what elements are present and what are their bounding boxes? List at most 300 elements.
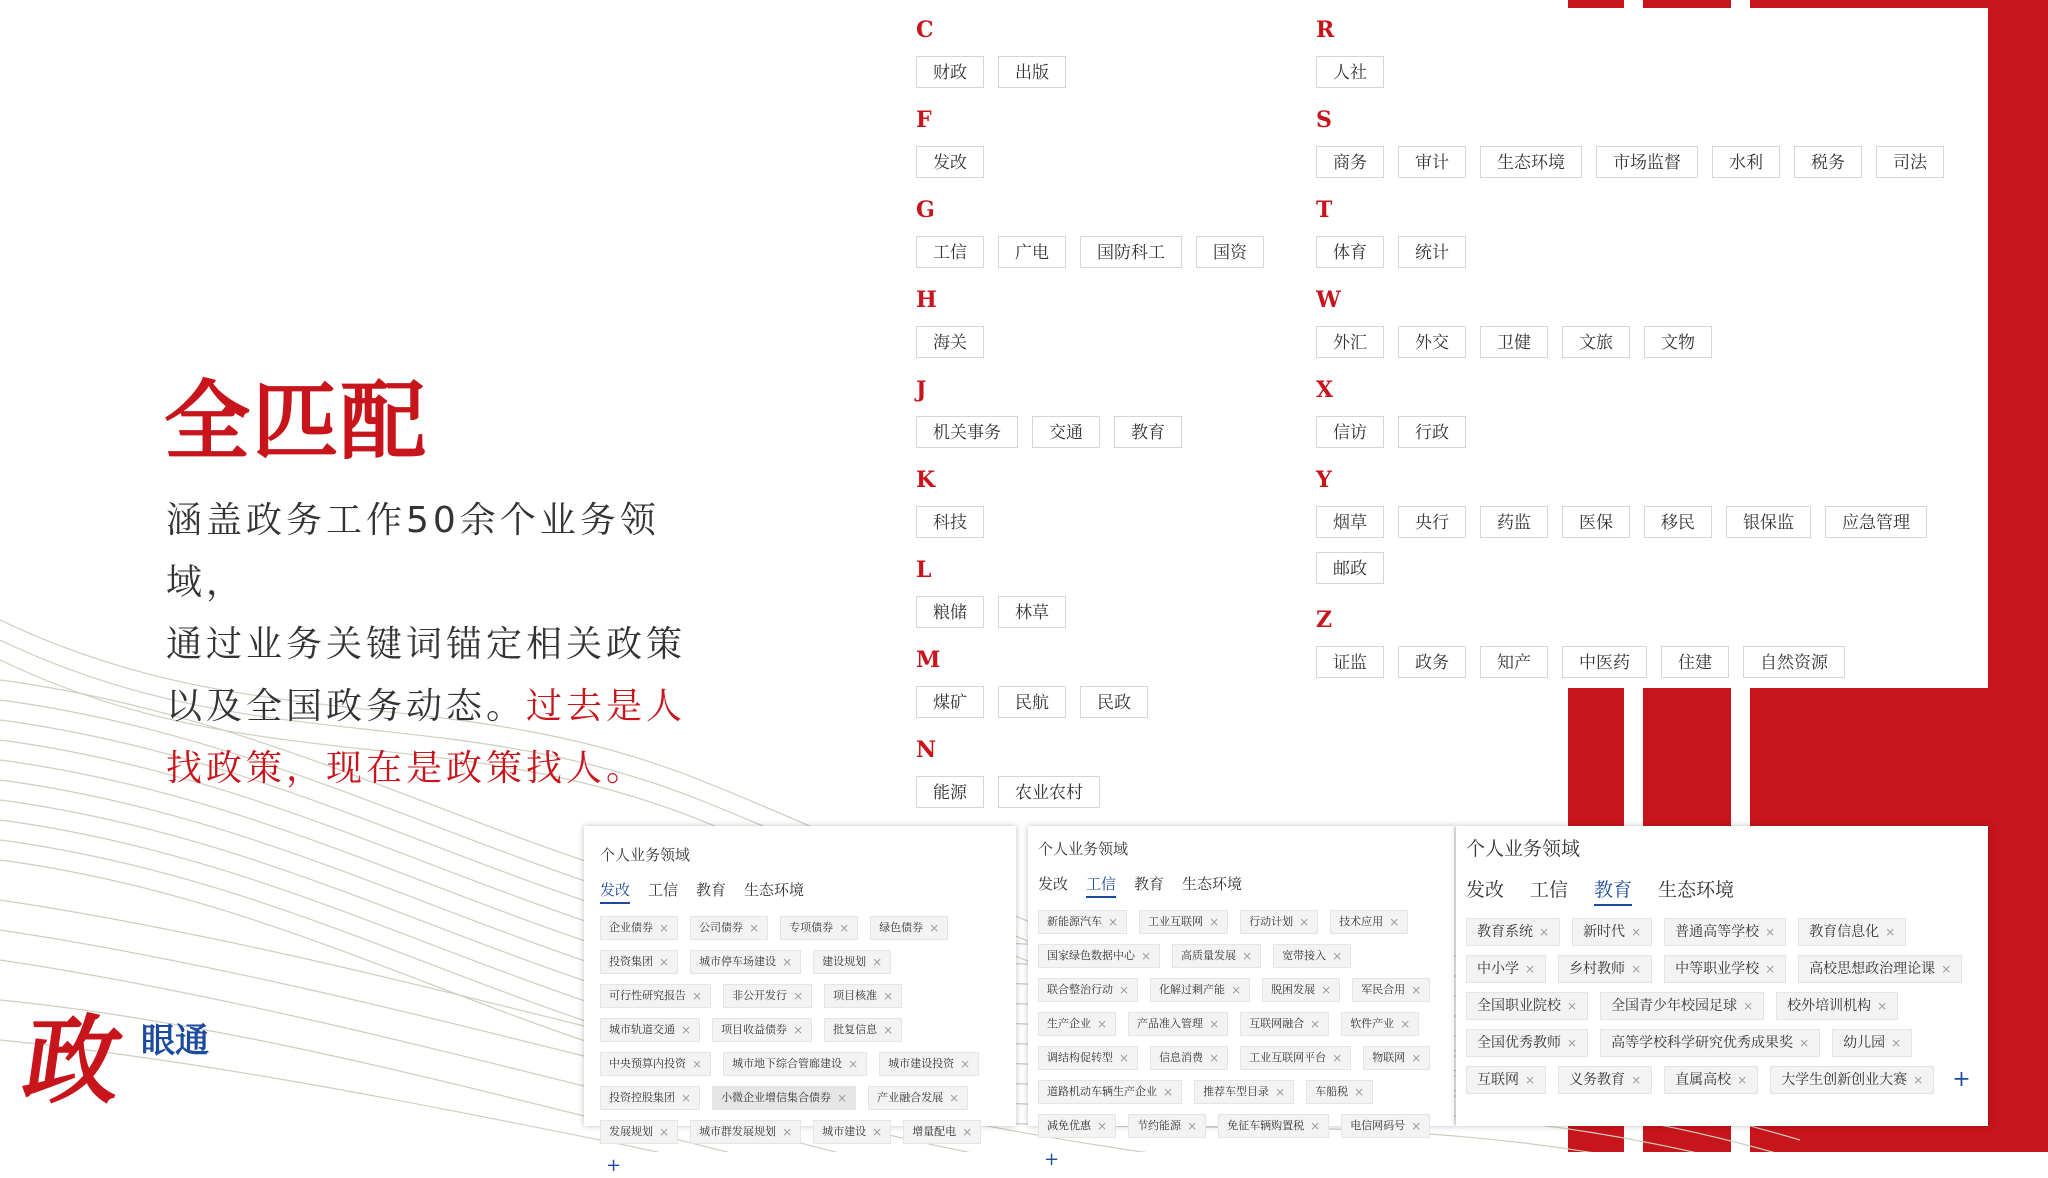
description-highlight: 找政策，现在是政策找人。	[166, 748, 647, 789]
letter-group-f	[916, 104, 1296, 178]
panel-tab[interactable]: 生态环境	[1182, 875, 1243, 893]
tag-list	[916, 326, 1296, 358]
close-icon[interactable]: ×	[1941, 962, 1952, 976]
close-icon[interactable]: ×	[1097, 1017, 1108, 1031]
keyword-chip[interactable]	[868, 1086, 968, 1110]
keyword-chip-label: 高校思想政治理论课	[1809, 961, 1936, 977]
close-icon[interactable]: ×	[1539, 925, 1550, 939]
tag-list	[1316, 506, 1976, 584]
tag-list	[916, 596, 1296, 628]
panel-title: 个人业务领域	[600, 846, 691, 864]
keyword-chip[interactable]	[780, 916, 858, 940]
keyword-chip[interactable]	[1558, 955, 1652, 983]
keyword-chip-label: 中央预算内投资	[609, 1057, 686, 1070]
keyword-chip[interactable]	[600, 1120, 678, 1144]
group-letter: T	[1316, 197, 1333, 223]
domain-tag[interactable]: 交通	[1032, 416, 1100, 448]
keyword-chip[interactable]	[1038, 1012, 1116, 1036]
keyword-chip[interactable]	[723, 1052, 867, 1076]
keyword-chip[interactable]	[1664, 918, 1786, 946]
close-icon[interactable]: ×	[1119, 1051, 1130, 1065]
panel-tab[interactable]: 教育	[1594, 875, 1632, 906]
logo-text: 眼通	[141, 1021, 209, 1061]
domain-tag[interactable]: 医保	[1562, 506, 1630, 538]
panel-tab[interactable]: 发改	[1038, 875, 1069, 893]
panel-tab[interactable]: 工信	[1086, 873, 1116, 898]
keyword-chip-label: 高质量发展	[1181, 949, 1237, 962]
keyword-chip[interactable]	[1341, 1114, 1430, 1138]
keyword-chip-label: 脱困发展	[1271, 983, 1316, 996]
keyword-chip[interactable]	[824, 1018, 902, 1042]
keyword-chip[interactable]	[600, 916, 678, 940]
add-keyword-icon[interactable]: +	[606, 1155, 622, 1176]
keyword-chip-label: 调结构促转型	[1047, 1051, 1113, 1064]
keyword-chip-list	[1038, 910, 1444, 1172]
keyword-chip-label: 电信网码号	[1350, 1119, 1406, 1132]
keyword-chip[interactable]	[1352, 978, 1430, 1002]
panel-tab[interactable]: 教育	[1134, 875, 1165, 893]
tag-list	[916, 686, 1296, 718]
group-letter: L	[916, 557, 932, 583]
close-icon[interactable]: ×	[837, 1091, 848, 1105]
keyword-chip-label: 教育系统	[1477, 924, 1533, 940]
panel-tabs	[1466, 875, 1978, 906]
domain-tag[interactable]: 工信	[916, 236, 984, 268]
tag-list	[916, 236, 1296, 268]
keyword-chip[interactable]	[690, 1120, 801, 1144]
logo-mark: 政	[17, 1004, 129, 1117]
keyword-chip-label: 城市建设	[822, 1125, 867, 1138]
close-icon[interactable]: ×	[872, 1125, 883, 1139]
close-icon[interactable]: ×	[1525, 962, 1536, 976]
keyword-chip[interactable]	[1240, 1046, 1351, 1070]
panel-tab[interactable]: 生态环境	[744, 881, 805, 899]
keyword-chip[interactable]	[1363, 1046, 1430, 1070]
letter-group-z	[1316, 604, 1976, 678]
keyword-chip[interactable]	[1218, 1114, 1329, 1138]
tag-list	[916, 416, 1296, 448]
domain-tag[interactable]: 生态环境	[1480, 146, 1582, 178]
keyword-chip-label: 大学生创新创业大赛	[1781, 1072, 1908, 1088]
keyword-chip[interactable]	[813, 1120, 891, 1144]
keyword-chip-label: 国家绿色数据中心	[1047, 949, 1135, 962]
keyword-chip-label: 城市停车场建设	[699, 955, 777, 968]
keyword-chip-label: 项目收益债券	[721, 1023, 788, 1036]
domain-tag[interactable]: 市场监督	[1596, 146, 1698, 178]
domain-tag[interactable]: 中医药	[1562, 646, 1647, 678]
close-icon[interactable]: ×	[929, 921, 940, 935]
keyword-chip[interactable]	[1600, 1029, 1820, 1057]
close-icon[interactable]: ×	[1411, 1051, 1422, 1065]
keyword-chip-label: 宽带接入	[1282, 949, 1327, 962]
red-bar-top-2	[1643, 0, 1731, 8]
close-icon[interactable]: ×	[1310, 1017, 1321, 1031]
domain-tag[interactable]: 外交	[1398, 326, 1466, 358]
keyword-chip-label: 义务教育	[1569, 1072, 1626, 1088]
panel-title: 个人业务领域	[1466, 838, 1581, 860]
close-icon[interactable]: ×	[659, 921, 670, 935]
tag-list	[1316, 146, 1976, 178]
close-icon[interactable]: ×	[960, 1057, 971, 1071]
close-icon[interactable]: ×	[848, 1057, 859, 1071]
domain-tag[interactable]: 民航	[998, 686, 1066, 718]
domain-tag[interactable]: 政务	[1398, 646, 1466, 678]
close-icon[interactable]: ×	[1187, 1119, 1198, 1133]
keyword-chip[interactable]	[1038, 1080, 1182, 1104]
keyword-chip-label: 互联网融合	[1249, 1017, 1305, 1030]
tag-list	[1316, 326, 1976, 358]
domain-tag[interactable]: 粮储	[916, 596, 984, 628]
add-keyword-icon[interactable]: +	[1044, 1149, 1060, 1170]
domain-tag[interactable]: 广电	[998, 236, 1066, 268]
panel-tab[interactable]: 工信	[1530, 879, 1569, 901]
letter-group-k	[916, 464, 1296, 538]
keyword-chip[interactable]	[903, 1120, 981, 1144]
red-bar-top-1	[1568, 0, 1624, 8]
keyword-chip-label: 工业互联网平台	[1249, 1051, 1327, 1064]
letter-group-x	[1316, 374, 1976, 448]
group-letter: M	[916, 647, 941, 673]
keyword-chip-label: 教育信息化	[1809, 924, 1880, 940]
close-icon[interactable]: ×	[681, 1091, 692, 1105]
close-icon[interactable]: ×	[1209, 1051, 1220, 1065]
close-icon[interactable]: ×	[1141, 949, 1152, 963]
panel-tab[interactable]: 发改	[600, 879, 630, 904]
domain-tag[interactable]: 发改	[916, 146, 984, 178]
keyword-chip[interactable]	[1466, 992, 1588, 1020]
close-icon[interactable]: ×	[1097, 1119, 1108, 1133]
domain-tag[interactable]: 文物	[1644, 326, 1712, 358]
keyword-chip[interactable]	[1770, 1066, 1934, 1094]
close-icon[interactable]: ×	[1737, 1073, 1748, 1087]
keyword-chip[interactable]	[1558, 1066, 1652, 1094]
domain-tag[interactable]: 国防科工	[1080, 236, 1182, 268]
keyword-chip[interactable]	[1038, 1046, 1138, 1070]
keyword-chip[interactable]	[813, 950, 891, 974]
letter-group-y	[1316, 464, 1976, 584]
panel-tab[interactable]: 发改	[1466, 879, 1505, 901]
domain-tag[interactable]: 卫健	[1480, 326, 1548, 358]
close-icon[interactable]: ×	[659, 1125, 670, 1139]
keyword-chip[interactable]	[690, 950, 801, 974]
logo	[17, 985, 256, 1117]
keyword-chip[interactable]	[600, 984, 711, 1008]
domain-tag[interactable]: 林草	[998, 596, 1066, 628]
keyword-chip[interactable]	[824, 984, 902, 1008]
close-icon[interactable]: ×	[1525, 1073, 1536, 1087]
keyword-chip-label: 城市地下综合管廊建设	[732, 1057, 843, 1070]
close-icon[interactable]: ×	[1765, 962, 1776, 976]
keyword-chip-label: 幼儿园	[1843, 1035, 1886, 1051]
close-icon[interactable]: ×	[1400, 1017, 1411, 1031]
domain-tag[interactable]: 人社	[1316, 56, 1384, 88]
keyword-chip-label: 增量配电	[912, 1125, 957, 1138]
close-icon[interactable]: ×	[659, 955, 670, 969]
keyword-chip-label: 新能源汽车	[1047, 915, 1102, 928]
keyword-chip-label: 生产企业	[1047, 1017, 1091, 1030]
close-icon[interactable]: ×	[1108, 915, 1119, 929]
domain-tag[interactable]: 财政	[916, 56, 984, 88]
keyword-chip-label: 可行性研究报告	[609, 989, 686, 1002]
close-icon[interactable]: ×	[692, 1057, 703, 1071]
letter-group-g	[916, 194, 1296, 268]
keyword-chip[interactable]	[1341, 1012, 1419, 1036]
close-icon[interactable]: ×	[1799, 1036, 1810, 1050]
domain-panel-fagai	[584, 826, 1016, 1176]
letter-group-t	[1316, 194, 1976, 268]
description	[166, 490, 726, 800]
close-icon[interactable]: ×	[1163, 1085, 1174, 1099]
keyword-chip[interactable]	[1306, 1080, 1373, 1104]
letter-group-n	[916, 734, 1296, 808]
keyword-chip-label: 校外培训机构	[1787, 998, 1872, 1014]
domain-tag[interactable]: 邮政	[1316, 552, 1384, 584]
domain-tag[interactable]: 国资	[1196, 236, 1264, 268]
close-icon[interactable]: ×	[1891, 1036, 1902, 1050]
domain-tag[interactable]: 应急管理	[1825, 506, 1927, 538]
domain-tag[interactable]: 审计	[1398, 146, 1466, 178]
keyword-chip[interactable]	[712, 1086, 856, 1110]
keyword-chip[interactable]	[1150, 978, 1250, 1002]
keyword-chip[interactable]	[879, 1052, 979, 1076]
keyword-chip[interactable]	[870, 916, 948, 940]
tag-list	[1316, 416, 1976, 448]
group-letter: J	[916, 377, 927, 403]
close-icon[interactable]: ×	[1567, 999, 1578, 1013]
domain-tag[interactable]: 统计	[1398, 236, 1466, 268]
close-icon[interactable]: ×	[883, 1023, 894, 1037]
keyword-chip-label: 道路机动车辆生产企业	[1047, 1085, 1157, 1098]
keyword-chip[interactable]	[1038, 910, 1127, 934]
domain-tag[interactable]: 银保监	[1726, 506, 1811, 538]
keyword-chip[interactable]	[600, 1018, 700, 1042]
domain-tag[interactable]: 自然资源	[1743, 646, 1845, 678]
keyword-chip-label: 公司债券	[699, 921, 744, 934]
close-icon[interactable]: ×	[793, 989, 804, 1003]
domain-tag[interactable]: 水利	[1712, 146, 1780, 178]
keyword-chip[interactable]	[600, 1052, 711, 1076]
domain-tag[interactable]: 司法	[1876, 146, 1944, 178]
keyword-chip-list	[1466, 918, 1978, 1094]
close-icon[interactable]: ×	[793, 1023, 804, 1037]
domain-tag[interactable]: 能源	[916, 776, 984, 808]
keyword-chip-label: 投资控股集团	[609, 1091, 675, 1104]
letter-group-h	[916, 284, 1296, 358]
domain-panel-jiaoyu	[1456, 826, 1988, 1126]
group-letter: Z	[1316, 607, 1333, 633]
keyword-chip[interactable]	[1798, 918, 1906, 946]
keyword-chip[interactable]	[723, 984, 812, 1008]
keyword-chip-label: 软件产业	[1350, 1017, 1395, 1030]
close-icon[interactable]: ×	[962, 1125, 973, 1139]
letter-group-c	[916, 14, 1296, 88]
keyword-chip[interactable]	[1330, 910, 1408, 934]
tag-list	[916, 506, 1296, 538]
keyword-chip-label: 化解过剩产能	[1159, 983, 1226, 996]
close-icon[interactable]: ×	[782, 1125, 793, 1139]
description-line	[166, 676, 726, 738]
keyword-chip[interactable]	[1150, 1046, 1228, 1070]
domain-tag[interactable]: 信访	[1316, 416, 1384, 448]
close-icon[interactable]: ×	[1913, 1073, 1924, 1087]
keyword-chip[interactable]	[600, 950, 678, 974]
domain-tag[interactable]: 文旅	[1562, 326, 1630, 358]
keyword-chip-label: 军民合用	[1361, 983, 1406, 996]
close-icon[interactable]: ×	[1321, 983, 1332, 997]
domain-tag[interactable]: 民政	[1080, 686, 1148, 718]
keyword-chip[interactable]	[1128, 1114, 1206, 1138]
keyword-chip[interactable]	[1798, 955, 1962, 983]
description-line: 通过业务关键词锚定相关政策	[166, 624, 687, 665]
keyword-chip-label: 建设规划	[822, 955, 867, 968]
keyword-chip[interactable]	[712, 1018, 812, 1042]
domain-tag[interactable]: 行政	[1398, 416, 1466, 448]
close-icon[interactable]: ×	[1885, 925, 1896, 939]
close-icon[interactable]: ×	[692, 989, 703, 1003]
domain-panel-gongxin	[1028, 826, 1454, 1170]
panel-tab[interactable]: 生态环境	[1658, 879, 1735, 901]
keyword-chip-label: 高等学校科学研究优秀成果奖	[1611, 1035, 1794, 1051]
domain-tag[interactable]: 体育	[1316, 236, 1384, 268]
close-icon[interactable]: ×	[749, 921, 760, 935]
domain-tag[interactable]: 科技	[916, 506, 984, 538]
domain-tag[interactable]: 教育	[1114, 416, 1182, 448]
close-icon[interactable]: ×	[1567, 1036, 1578, 1050]
keyword-chip-label: 普通高等学校	[1675, 924, 1760, 940]
domain-tag[interactable]: 农业农村	[998, 776, 1100, 808]
keyword-chip-label: 互联网	[1477, 1072, 1519, 1088]
keyword-chip[interactable]	[1038, 944, 1160, 968]
keyword-chip[interactable]	[1038, 1114, 1116, 1138]
letter-group-l	[916, 554, 1296, 628]
panel-tab[interactable]: 教育	[696, 881, 727, 899]
domain-tag[interactable]: 商务	[1316, 146, 1384, 178]
keyword-chip[interactable]	[1466, 1029, 1588, 1057]
close-icon[interactable]: ×	[1275, 1085, 1286, 1099]
domain-tag[interactable]: 烟草	[1316, 506, 1384, 538]
close-icon[interactable]: ×	[782, 955, 793, 969]
keyword-chip[interactable]	[1194, 1080, 1294, 1104]
panel-title: 个人业务领域	[1038, 840, 1129, 858]
close-icon[interactable]: ×	[1209, 915, 1220, 929]
keyword-chip-label: 投资集团	[609, 955, 653, 968]
domain-tag[interactable]: 机关事务	[916, 416, 1018, 448]
domain-tag[interactable]: 税务	[1794, 146, 1862, 178]
keyword-chip[interactable]	[1466, 955, 1546, 983]
keyword-chip[interactable]	[1240, 1012, 1329, 1036]
keyword-chip[interactable]	[1466, 918, 1560, 946]
domain-tag[interactable]: 海关	[916, 326, 984, 358]
domain-tag[interactable]: 煤矿	[916, 686, 984, 718]
close-icon[interactable]: ×	[1411, 983, 1422, 997]
keyword-chip-label: 全国优秀教师	[1477, 1035, 1561, 1051]
keyword-chip[interactable]	[1466, 1066, 1546, 1094]
letter-group-s	[1316, 104, 1976, 178]
keyword-chip[interactable]	[1139, 910, 1228, 934]
keyword-chip-label: 发展规划	[609, 1125, 653, 1138]
keyword-chip-label: 乡村教师	[1569, 961, 1626, 977]
close-icon[interactable]: ×	[1242, 949, 1253, 963]
keyword-chip[interactable]	[1776, 992, 1898, 1020]
close-icon[interactable]: ×	[1332, 949, 1343, 963]
group-letter: N	[916, 737, 937, 763]
domain-tag[interactable]: 证监	[1316, 646, 1384, 678]
close-icon[interactable]: ×	[1743, 999, 1754, 1013]
domain-tag[interactable]: 知产	[1480, 646, 1548, 678]
keyword-chip-list	[600, 916, 1000, 1178]
description-highlight: 过去是人	[526, 686, 687, 727]
keyword-chip[interactable]	[1128, 1012, 1228, 1036]
keyword-chip-label: 城市群发展规划	[699, 1125, 777, 1138]
keyword-chip[interactable]	[1600, 992, 1764, 1020]
domain-tag[interactable]: 住建	[1661, 646, 1729, 678]
close-icon[interactable]: ×	[839, 921, 850, 935]
close-icon[interactable]: ×	[1631, 962, 1642, 976]
keyword-chip[interactable]	[1664, 1066, 1758, 1094]
close-icon[interactable]: ×	[949, 1091, 960, 1105]
letter-group-m	[916, 644, 1296, 718]
domain-tag[interactable]: 外汇	[1316, 326, 1384, 358]
page-title: 全匹配	[164, 372, 428, 472]
close-icon[interactable]: ×	[1877, 999, 1888, 1013]
close-icon[interactable]: ×	[1389, 915, 1400, 929]
keyword-chip-label: 信息消费	[1159, 1051, 1204, 1064]
keyword-chip-label: 联合整治行动	[1047, 983, 1113, 996]
close-icon[interactable]: ×	[1354, 1085, 1365, 1099]
panel-tab[interactable]: 工信	[648, 881, 679, 899]
close-icon[interactable]: ×	[1310, 1119, 1321, 1133]
close-icon[interactable]: ×	[872, 955, 883, 969]
close-icon[interactable]: ×	[1411, 1119, 1422, 1133]
description-line: 涵盖政务工作50余个业务领域，	[166, 500, 660, 603]
keyword-chip[interactable]	[1262, 978, 1340, 1002]
keyword-chip-label: 推荐车型目录	[1203, 1085, 1270, 1098]
close-icon[interactable]: ×	[1231, 983, 1242, 997]
close-icon[interactable]: ×	[681, 1023, 692, 1037]
keyword-chip-label: 直属高校	[1675, 1072, 1732, 1088]
close-icon[interactable]: ×	[1332, 1051, 1343, 1065]
keyword-chip[interactable]	[600, 1086, 700, 1110]
domain-tag[interactable]: 移民	[1644, 506, 1712, 538]
keyword-chip-label: 城市轨道交通	[609, 1023, 675, 1036]
domain-tag[interactable]: 央行	[1398, 506, 1466, 538]
keyword-chip[interactable]	[1273, 944, 1351, 968]
group-letter: W	[1316, 287, 1341, 313]
close-icon[interactable]: ×	[1631, 925, 1642, 939]
keyword-chip[interactable]	[1038, 978, 1138, 1002]
keyword-chip[interactable]	[1832, 1029, 1912, 1057]
tag-list	[916, 146, 1296, 178]
add-keyword-icon[interactable]: +	[1952, 1067, 1971, 1092]
keyword-chip[interactable]	[1664, 955, 1786, 983]
close-icon[interactable]: ×	[1209, 1017, 1220, 1031]
keyword-chip-label: 免征车辆购置税	[1227, 1119, 1305, 1132]
close-icon[interactable]: ×	[883, 989, 894, 1003]
keyword-chip[interactable]	[690, 916, 768, 940]
close-icon[interactable]: ×	[1119, 983, 1130, 997]
keyword-chip[interactable]	[1572, 918, 1652, 946]
close-icon[interactable]: ×	[1765, 925, 1776, 939]
keyword-chip[interactable]	[1240, 910, 1318, 934]
letter-group-j	[916, 374, 1296, 448]
tag-list	[1316, 646, 1976, 678]
domain-tag[interactable]: 出版	[998, 56, 1066, 88]
close-icon[interactable]: ×	[1299, 915, 1310, 929]
keyword-chip[interactable]	[1172, 944, 1261, 968]
close-icon[interactable]: ×	[1631, 1073, 1642, 1087]
panel-tabs	[1038, 873, 1444, 898]
domain-tag[interactable]: 药监	[1480, 506, 1548, 538]
